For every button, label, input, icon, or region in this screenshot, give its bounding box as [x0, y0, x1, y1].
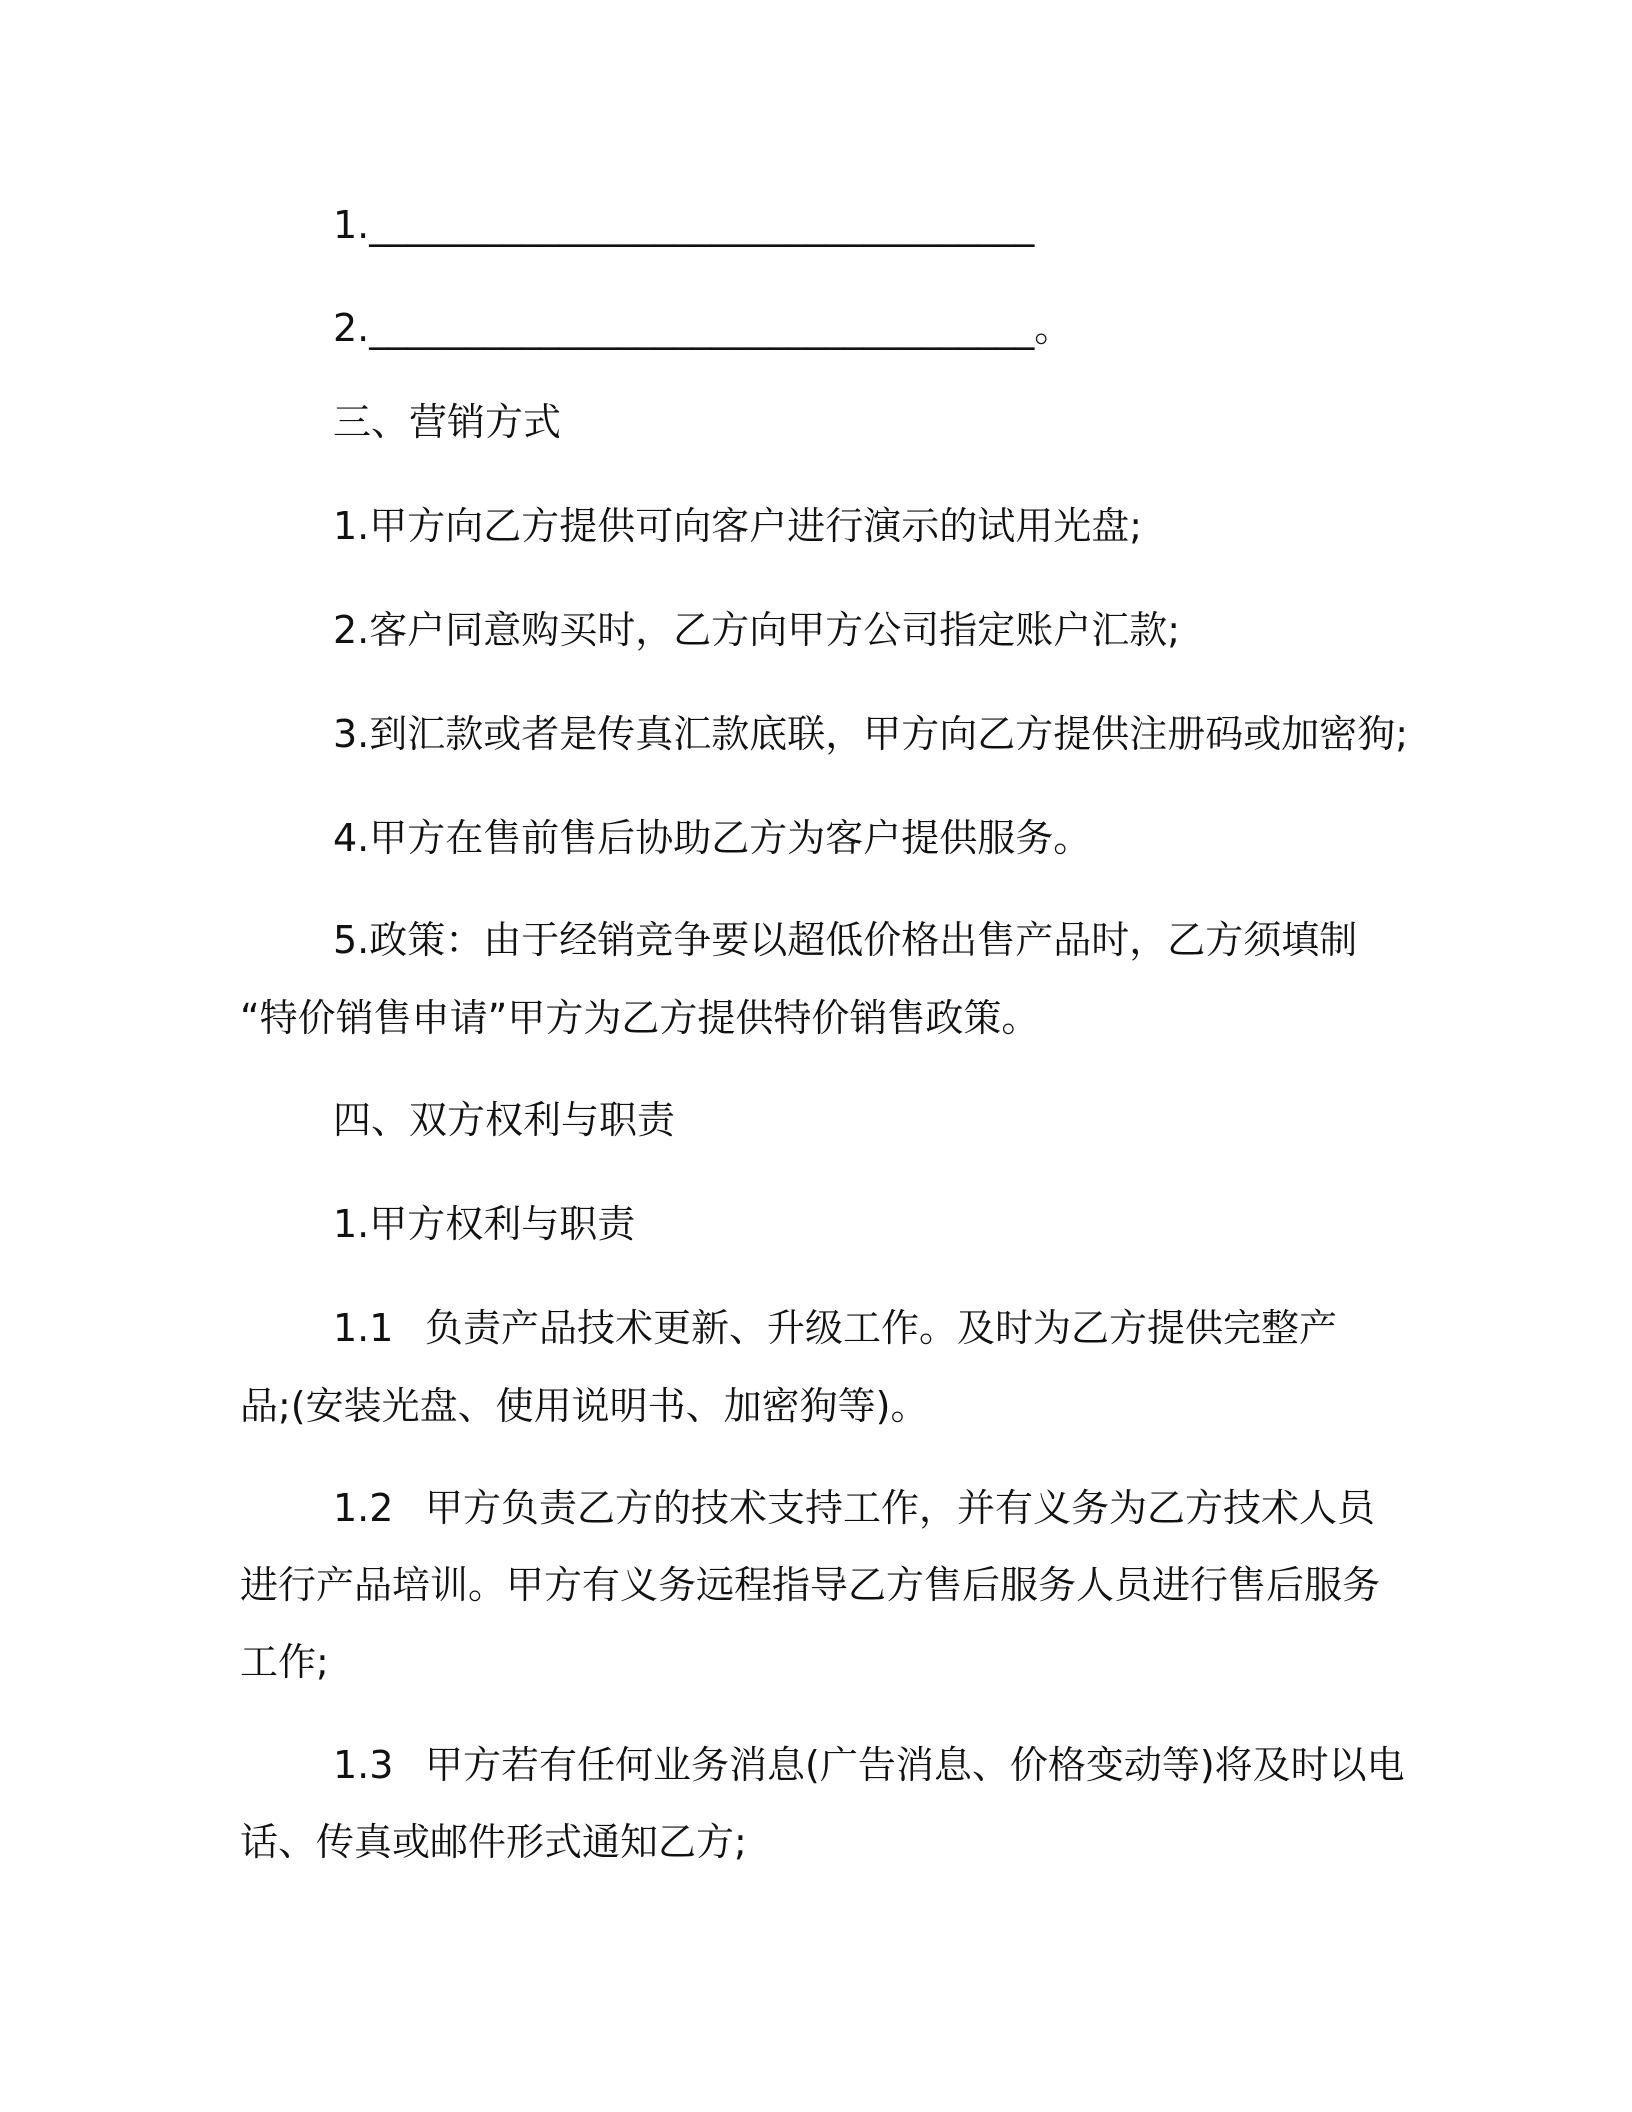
clause-1-1-line-1 [333, 1306, 1337, 1352]
blank-item-2: 2.___________________________________。 [333, 306, 1073, 350]
clause-1-1-text: 负责产品技术更新、升级工作。及时为乙方提供完整产 [425, 1306, 1338, 1350]
section-4-subheading-1: 1.甲方权利与职责 [333, 1202, 636, 1246]
section-3-item-4: 4.甲方在售前售后协助乙方为客户提供服务。 [333, 816, 1092, 860]
blank-item-1: 1.___________________________________ [333, 203, 1035, 247]
clause-1-1-line-2: 品;(安装光盘、使用说明书、加密狗等)。 [240, 1384, 929, 1428]
section-3-item-2: 2.客户同意购买时，乙方向甲方公司指定账户汇款; [333, 608, 1181, 652]
clause-1-3-line-2: 话、传真或邮件形式通知乙方; [240, 1820, 747, 1864]
clause-1-2-text: 甲方负责乙方的技术支持工作，并有义务为乙方技术人员 [425, 1486, 1376, 1530]
clause-1-2-number: 1.2 [333, 1486, 394, 1530]
section-3-item-1: 1.甲方向乙方提供可向客户进行演示的试用光盘; [333, 504, 1143, 548]
section-3-item-5-line-2: “特价销售申请”甲方为乙方提供特价销售政策。 [240, 996, 1040, 1040]
clause-1-3-line-1 [333, 1743, 1405, 1789]
clause-1-2-line-2: 进行产品培训。甲方有义务远程指导乙方售后服务人员进行售后服务 [240, 1563, 1381, 1607]
clause-1-2-line-1 [333, 1486, 1375, 1532]
section-4-heading: 四、双方权利与职责 [333, 1098, 676, 1142]
clause-1-3-number: 1.3 [333, 1743, 394, 1787]
clause-1-1-number: 1.1 [333, 1306, 394, 1350]
clause-1-2-line-3: 工作; [240, 1640, 329, 1684]
section-3-item-5-line-1: 5.政策：由于经销竞争要以超低价格出售产品时，乙方须填制 [333, 918, 1358, 962]
section-3-item-3: 3.到汇款或者是传真汇款底联，甲方向乙方提供注册码或加密狗; [333, 712, 1409, 756]
clause-1-3-text: 甲方若有任何业务消息(广告消息、价格变动等)将及时以电 [425, 1743, 1405, 1787]
section-3-heading: 三、营销方式 [333, 400, 562, 444]
